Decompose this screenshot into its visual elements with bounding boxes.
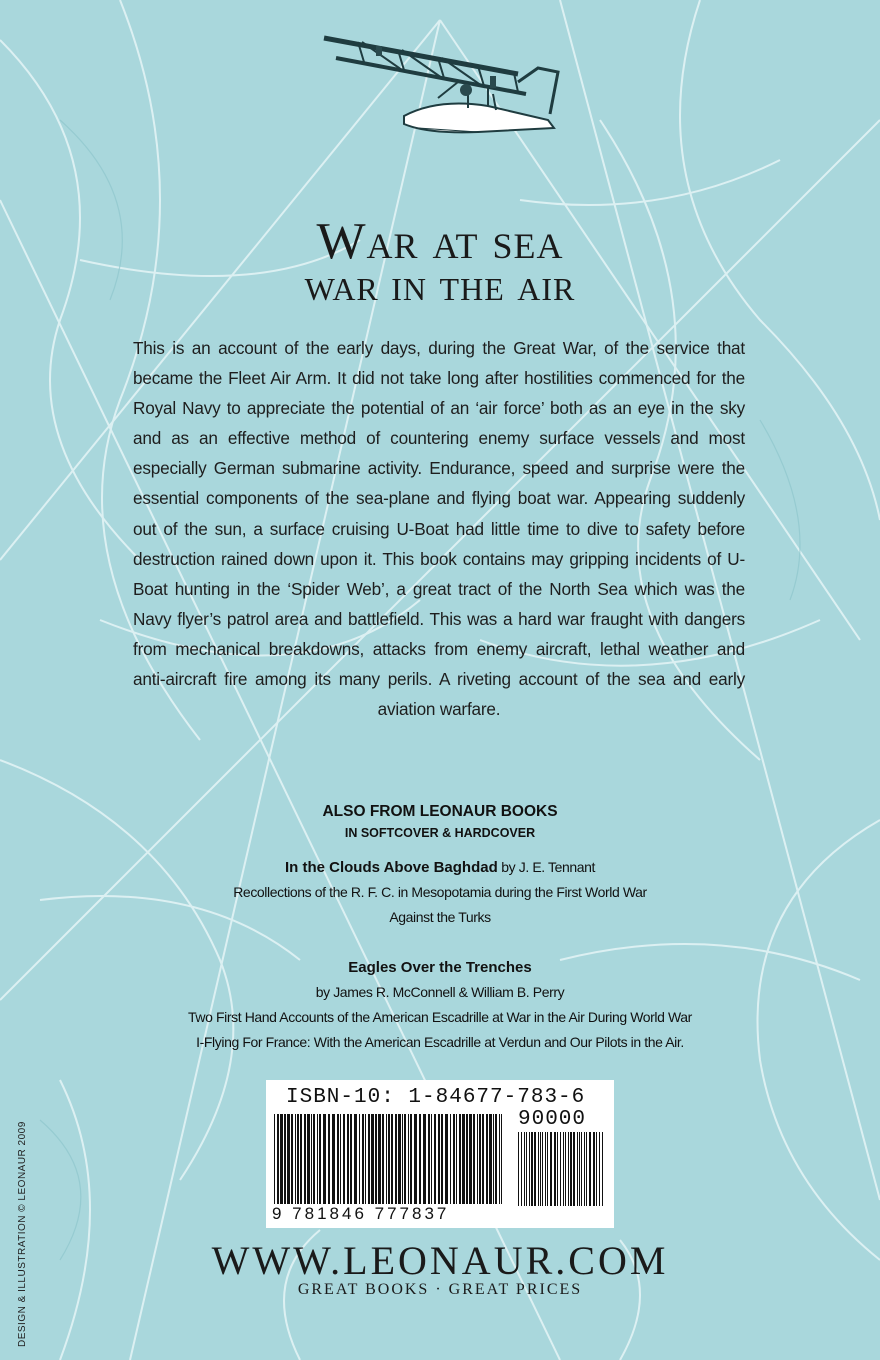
barcode-bar	[531, 1132, 533, 1206]
barcode-bar	[554, 1132, 556, 1206]
barcode-bar	[375, 1114, 377, 1214]
barcode-bar	[382, 1114, 384, 1214]
related-book-description-2: Against the Turks	[389, 909, 491, 925]
seaplane-illustration	[318, 28, 568, 148]
price-code: 90000	[518, 1108, 587, 1131]
also-from-subheading: IN SOFTCOVER & HARDCOVER	[344, 826, 536, 840]
ean-number: 9 781846 777837	[266, 1204, 517, 1224]
barcode-bar	[371, 1114, 374, 1214]
related-book-author: by J. E. Tennant	[501, 859, 596, 875]
barcode-bar	[408, 1114, 409, 1214]
barcode-bar	[304, 1114, 306, 1214]
barcode-bar	[550, 1132, 552, 1206]
barcode-bar	[584, 1132, 585, 1206]
barcode-bar	[542, 1132, 543, 1206]
related-book-title: In the Clouds Above Baghdad	[284, 859, 498, 876]
barcode-bar	[328, 1114, 330, 1214]
barcode-bar	[577, 1132, 578, 1206]
barcode-bar	[534, 1132, 536, 1206]
related-book-description-2: I-Flying For France: With the American Escadrille at Verdun and Our Pilots in the Air.	[196, 1034, 684, 1050]
barcode-bar	[596, 1132, 597, 1206]
barcode-bar	[579, 1132, 580, 1206]
barcode-bar	[482, 1114, 484, 1214]
barcode-bar	[300, 1114, 302, 1214]
barcode-bar	[599, 1132, 600, 1206]
barcode-bar	[323, 1114, 326, 1214]
publisher-website: WWW.LEONAUR.COM	[211, 1238, 669, 1283]
barcode-bar	[277, 1114, 279, 1214]
addon-barcode-bars	[518, 1132, 604, 1206]
barcode-bar	[317, 1114, 318, 1214]
barcode-bar	[453, 1114, 455, 1214]
barcode-bar	[359, 1114, 360, 1214]
barcode-bar	[445, 1114, 448, 1214]
barcode-bar	[398, 1114, 401, 1214]
barcode-bar	[419, 1114, 421, 1214]
barcode-bar	[365, 1114, 366, 1214]
barcode-bar	[570, 1132, 572, 1206]
barcode-bar	[343, 1114, 345, 1214]
design-credit: DESIGN & ILLUSTRATION © LEONAUR 2009	[17, 1121, 28, 1347]
title-line-1: War at sea	[316, 213, 564, 270]
barcode-bar	[469, 1114, 472, 1214]
barcode-bar	[529, 1132, 530, 1206]
barcode-bar	[378, 1114, 381, 1214]
also-from-heading: ALSO FROM LEONAUR BOOKS	[322, 803, 558, 820]
barcode-bar	[479, 1114, 481, 1214]
barcode-bar	[404, 1114, 406, 1214]
barcode-bar	[547, 1132, 548, 1206]
barcode-bar	[459, 1114, 461, 1214]
barcode-bar	[431, 1114, 432, 1214]
barcode-bar	[581, 1132, 582, 1206]
barcode-bar	[524, 1132, 525, 1206]
barcode-bar	[456, 1114, 457, 1214]
barcode-bar	[337, 1114, 339, 1214]
barcode-bar	[586, 1132, 587, 1206]
barcode-bar	[466, 1114, 468, 1214]
barcode-bar	[284, 1114, 286, 1214]
barcode-bar	[332, 1114, 335, 1214]
isbn-number: ISBN-10: 1-84677-783-6	[286, 1086, 586, 1109]
barcode-bar	[287, 1114, 290, 1214]
barcode-bar	[538, 1132, 539, 1206]
barcode-bars	[274, 1114, 502, 1214]
barcode-bar	[402, 1114, 403, 1214]
barcode-bar	[350, 1114, 352, 1214]
related-book-author: by James R. McConnell & William B. Perry	[315, 984, 565, 1000]
barcode-bar	[565, 1132, 566, 1206]
barcode-bar	[423, 1114, 426, 1214]
barcode-bar	[521, 1132, 522, 1206]
barcode-bar	[297, 1114, 299, 1214]
barcode-bar	[557, 1132, 558, 1206]
book-description: This is an account of the early days, during the Great War, of the service that became the Fleet Air Arm. It did not take long after hostilities commenced for the Royal Navy to appreciate the potential of an ‘air force’ both as an eye in the sky and as an effective method of countering enemy surface vessels and most especially German submarine activity. Endurance, speed and surprise were the essential components of the sea-plane and flying boat war. Appearing suddenly out of the sun, a surface cruising U-Boat had little time to dive to safety before destruction rained down upon it. This book contains may gripping incidents of U-Boat hunting in the ‘Spider Web’, a great tract of the North Sea which was the Navy flyer’s patrol area and battlefield. This was a hard war fraught with dangers from mechanical breakdowns, attacks from enemy aircraft, lethal weather and anti-aircraft fire among its many perils. A riveting account of the sea and early aviation warfare.	[133, 338, 745, 720]
barcode-bar	[501, 1114, 502, 1214]
related-book-1	[0, 855, 880, 930]
barcode-bar	[438, 1114, 440, 1214]
barcode-bar	[391, 1114, 393, 1214]
related-book-description-1: Recollections of the R. F. C. in Mesopotamia during the First World War	[233, 884, 647, 900]
barcode-bar	[319, 1114, 321, 1214]
barcode-bar	[573, 1132, 575, 1206]
barcode-bar	[450, 1114, 451, 1214]
barcode-bar	[589, 1132, 591, 1206]
barcode-bar	[518, 1132, 519, 1206]
barcode-bar	[493, 1114, 494, 1214]
related-book-description-1: Two First Hand Accounts of the American Escadrille at War in the Air During World War	[188, 1009, 692, 1025]
barcode-bar	[340, 1114, 341, 1214]
barcode-bar	[441, 1114, 443, 1214]
barcode-bar	[307, 1114, 310, 1214]
related-book-title: Eagles Over the Trenches	[348, 959, 532, 976]
barcode-bar	[560, 1132, 561, 1206]
barcode-bar	[368, 1114, 370, 1214]
barcode-bar	[602, 1132, 603, 1206]
barcode-bar	[540, 1132, 541, 1206]
barcode-bar	[563, 1132, 564, 1206]
barcode-bar	[495, 1114, 497, 1214]
publisher-tagline: GREAT BOOKS · GREAT PRICES	[297, 1281, 583, 1298]
barcode-bar	[462, 1114, 465, 1214]
barcode-bar	[477, 1114, 478, 1214]
barcode-bar	[388, 1114, 390, 1214]
isbn-barcode	[266, 1080, 614, 1228]
barcode-bar	[593, 1132, 595, 1206]
barcode-bar	[568, 1132, 569, 1206]
barcode-bar	[545, 1132, 546, 1206]
title-line-2: war in the air	[304, 259, 576, 310]
barcode-bar	[499, 1114, 500, 1214]
barcode-bar	[280, 1114, 283, 1214]
barcode-bar	[526, 1132, 527, 1206]
barcode-bar	[486, 1114, 488, 1214]
barcode-bar	[414, 1114, 417, 1214]
barcode-bar	[434, 1114, 436, 1214]
barcode-bar	[473, 1114, 475, 1214]
barcode-bar	[311, 1114, 312, 1214]
barcode-bar	[354, 1114, 357, 1214]
barcode-bar	[428, 1114, 430, 1214]
barcode-bar	[489, 1114, 492, 1214]
barcode-bar	[395, 1114, 397, 1214]
barcode-bar	[362, 1114, 364, 1214]
related-book-2	[0, 955, 880, 1055]
barcode-bar	[313, 1114, 315, 1214]
barcode-bar	[291, 1114, 293, 1214]
barcode-bar	[410, 1114, 412, 1214]
barcode-bar	[386, 1114, 387, 1214]
barcode-bar	[347, 1114, 349, 1214]
barcode-bar	[274, 1114, 275, 1214]
barcode-bar	[295, 1114, 296, 1214]
